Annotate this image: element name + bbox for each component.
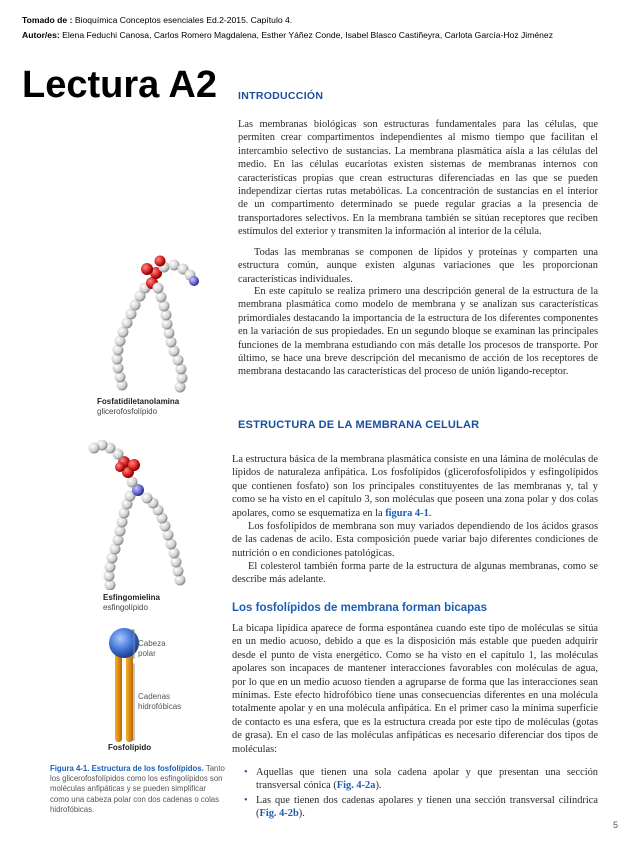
- mol2-name: Esfingomielina: [103, 593, 160, 602]
- source-label: Tomado de :: [22, 15, 73, 25]
- phosphatidylethanolamine-model: [100, 255, 210, 395]
- bullet-2-end: ).: [298, 808, 305, 820]
- figure-caption-title: Figura 4-1. Estructura de los fosfolípidos.: [50, 764, 204, 773]
- tail-label-2: hidrofóbicas: [138, 701, 182, 711]
- left-tail: [115, 652, 122, 742]
- authors-line: [22, 30, 553, 41]
- carbon-chains: [112, 283, 188, 393]
- head-label-2: polar: [138, 648, 156, 658]
- estructura-paragraph-3: El colesterol también forma parte de la estructura de algunas membranas, como se describe más adelante.: [232, 561, 598, 586]
- page-number: 5: [613, 820, 619, 830]
- estructura-paragraph-1: [232, 453, 598, 520]
- estructura-paragraph-2: Los fosfolípidos de membrana son muy variados dependiendo de los ácidos grasos de las cadenas de acilo. Esta composición puede variar bajo diferentes condiciones de nutrición o en condiciones patológicas.: [232, 521, 598, 559]
- fosfolipidos-heading: Los fosfolípidos de membrana forman bicapas: [232, 602, 487, 614]
- source-line: [22, 15, 292, 26]
- intro-paragraph-1: Las membranas biológicas son estructuras fundamentales para las células, que permiten crear compartimentos independientes al mismo tiempo que facilitan el intercambio selectivo de sustancias. La membrana plasmática aísla a las células del medio. En las células eucariotas existen sistemas de membranas internos con características propias que crean estructuras diferenciadas en las que se pueden independizar ciertas rutas metabólicas. La concentración de sustancias en el interior de un compartimento determinado se puede regular gracias a la presencia de transportadores selectivos. En la membrana también se sitúan receptores que reciben estímulos del exterior y transmiten la información al interior de la célula.: [238, 119, 598, 238]
- intro-paragraph-2: Todas las membranas se componen de lípidos y proteínas y comparten una estructura común, aunque existen algunas variaciones que les proporcionan características individuales.: [238, 247, 598, 285]
- estructura-p1-end: .: [428, 507, 432, 519]
- figure-caption-text: Tanto los glicerofosfolípidos como los esfingolípidos son moléculas anfipáticas y se pueden simplificar como una cabeza polar con dos cadenas o colas hidrofóbicas.: [50, 764, 225, 814]
- molecule-type-list: [246, 766, 598, 822]
- fig-4-2a-link[interactable]: Fig. 4-2a: [336, 780, 376, 792]
- fosfolipidos-paragraph: La bicapa lipídica aparece de forma espontánea cuando este tipo de moléculas se sitúa en un medio acuoso, debido a que es la disposición más estable que pueden adquirir desde el punto de vista energético. Como se ha visto en el capítulo 1, las moléculas apolares son incapaces de mantener interacciones favorables con moléculas de agua, por lo que en un medio acuoso tienden a agruparse de forma que las interacciones sean mínimas. Este efecto hidrofóbico tiene unas consecuencias diferentes en una molécula totalmente apolar y en una molécula anfipática. En el primer caso la mínima superficie de contacto es una esfera, que es la estructura creada por este tipo de moléculas (gotas de grasa). En el caso de las moléculas anfipáticas es necesario diferenciar dos tipos de moléculas:: [232, 623, 598, 755]
- page-title: Lectura A2: [22, 64, 217, 106]
- mol1-name: Fosfatidiletanolamina: [97, 397, 180, 406]
- mol2-type: esfingolípido: [103, 603, 148, 612]
- head-label-1: Cabeza: [138, 639, 166, 648]
- carbon-chains: [104, 491, 186, 591]
- polar-head-atoms: [141, 256, 199, 294]
- intro-heading: INTRODUCCIÓN: [238, 90, 324, 102]
- mol1-caption: [97, 397, 179, 417]
- mol2-caption: [103, 593, 160, 613]
- figure-4-1-link[interactable]: figura 4-1: [385, 507, 429, 519]
- authors-label: Autor/es:: [22, 30, 60, 40]
- polar-head-atoms: [89, 440, 145, 496]
- label-brackets: [128, 628, 138, 742]
- tail-label-1: Cadenas: [138, 692, 171, 701]
- list-item: [246, 766, 598, 793]
- polar-head-label: [138, 639, 166, 658]
- estructura-p1-text: La estructura básica de la membrana plasmática consiste en una lámina de moléculas de lípidos de naturaleza anfipática. Los fosfolípidos (glicerofosfolípidos y esfingolípidos que contienen fosfato) son los principales constituyentes de las membranas y, tal y como se ha visto en el capítulo 3, son moléculas que poseen una zona polar y dos colas apolares, como se esquematiza en la: [232, 454, 598, 519]
- bullet-1-end: ).: [375, 780, 382, 792]
- intro-paragraph-3: En este capítulo se realiza primero una descripción general de la estructura de la membrana plasmática como modelo de membrana y se analizan sus características primordiales destacando la importancia de la estructura de los diferentes componentes en la variación de sus propiedades. En un segundo bloque se examinan las principales funciones de la membrana estudiando con más detalle los procesos de transporte. Por último, se hace una breve descripción del mecanismo de acción de los receptores de membrana destacando las características del proceso de unión ligando-receptor.: [238, 286, 598, 378]
- schematic-name: Fosfolípido: [108, 743, 152, 752]
- sphingomyelin-model: [80, 440, 195, 590]
- bullet-1-text: Aquellas que tienen una sola cadena apolar y que presentan una sección transversal cónica (: [256, 767, 598, 792]
- figure-caption: [50, 764, 226, 815]
- source-text: Bioquímica Conceptos esenciales Ed.2-2015. Capítulo 4.: [72, 15, 293, 25]
- fig-4-2b-link[interactable]: Fig. 4-2b: [259, 808, 299, 820]
- schematic-caption: [108, 743, 151, 753]
- mol1-type: glicerofosfolípido: [97, 407, 158, 416]
- bullet-2-text: Las que tienen dos cadenas apolares y tienen una sección transversal cilíndrica (: [256, 794, 598, 820]
- list-item: [246, 794, 598, 821]
- authors-text: Elena Feduchi Canosa, Carlos Romero Magdalena, Esther Yáñez Conde, Isabel Blasco Castiñeyra, Carlota García-Hoz Jiménez: [59, 30, 554, 40]
- hydrophobic-tails-label: [138, 692, 181, 711]
- estructura-heading: ESTRUCTURA DE LA MEMBRANA CELULAR: [238, 419, 480, 431]
